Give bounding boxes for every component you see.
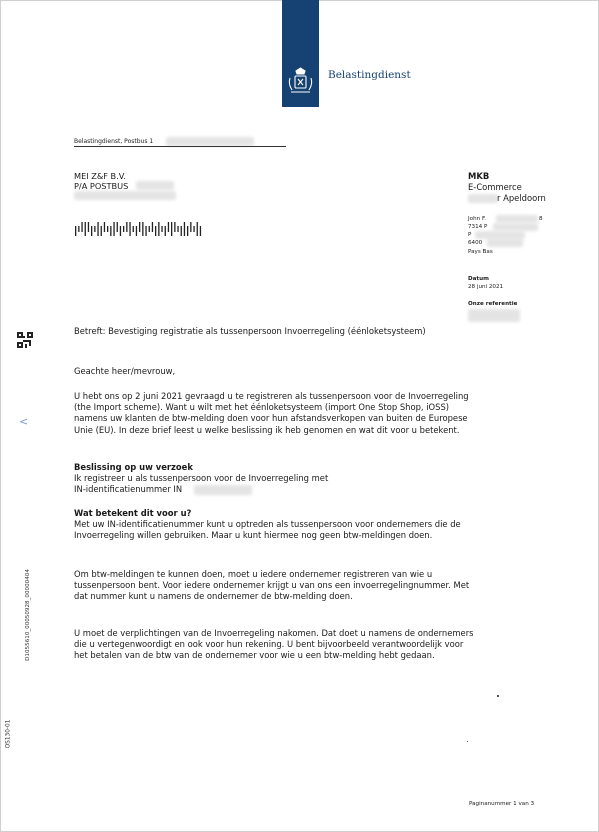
- subdept-label: E-Commerce: [468, 182, 522, 192]
- org-name: Belastingdienst: [328, 69, 411, 81]
- divider: [74, 146, 286, 147]
- barcode-bar: [181, 226, 182, 236]
- date-value: 28 juni 2021: [468, 284, 504, 290]
- barcode-bar: [75, 226, 76, 236]
- logo-block: [282, 0, 319, 107]
- barcode-bar: [171, 222, 172, 236]
- barcode-bar: [187, 226, 188, 236]
- reference-label: Onze referentie: [468, 301, 518, 307]
- city-label: r Apeldoorn: [497, 193, 546, 203]
- recipient-line2: P/A POSTBUS: [74, 181, 129, 191]
- barcode-bar: [149, 226, 150, 232]
- redaction: [166, 137, 254, 146]
- contact-number: 8: [539, 216, 543, 222]
- barcode-bar: [101, 226, 102, 236]
- barcode-bar: [123, 226, 124, 232]
- sender-line: Belastingdienst, Postbus 1: [74, 138, 154, 145]
- barcode-bar: [142, 222, 143, 236]
- barcode-bar: [155, 226, 156, 236]
- barcode-bar: [94, 226, 95, 232]
- barcode-bar: [126, 222, 127, 232]
- barcode-bar: [168, 222, 169, 232]
- contact-name: John F.: [468, 216, 487, 222]
- meaning-paragraph-2: Om btw-meldingen te kunnen doen, moet u iedere ondernemer registreren van wie u tussenpersoon bent. Voor iedere ondernemer krijgt u van ons een invoerregelingnummer. Met dat nummer kunt u namens de ondernemer de btw-melding doen.: [74, 569, 470, 602]
- subject-line: Betreft: Bevestiging registratie als tussenpersoon Invoerregeling (éénloketsysteem): [74, 326, 426, 336]
- postcode: 7314 P: [468, 224, 488, 230]
- barcode-bar: [85, 222, 86, 236]
- barcode-bar: [113, 222, 114, 236]
- barcode-bar: [190, 222, 191, 232]
- redaction: [468, 194, 498, 203]
- barcode-bar: [200, 226, 201, 236]
- meaning-heading: Wat betekent dit voor u?: [74, 508, 192, 518]
- speck: [497, 695, 499, 697]
- meaning-paragraph-3: U moet de verplichtingen van de Invoerregeling nakomen. Dat doet u namens de ondernemers die u vertegenwoordigt en ook voor hun rekening. U bent bijvoorbeeld verantwoordelijk voor het betalen van de btw van de ondernemer voor wie u een btw-melding hebt gedaan.: [74, 628, 474, 661]
- redaction: [496, 215, 538, 223]
- speck: [467, 741, 468, 742]
- barcode-bar: [104, 222, 105, 232]
- barcode-bar: [129, 222, 130, 236]
- recipient-name: MEI Z&F B.V.: [74, 171, 126, 181]
- barcode-bar: [78, 226, 79, 232]
- dept-label: MKB: [468, 171, 490, 181]
- barcode-bar: [120, 226, 121, 236]
- barcode-bar: [91, 226, 92, 236]
- barcode-bar: [184, 222, 185, 236]
- barcode-bar: [193, 226, 194, 232]
- barcode-bar: [197, 222, 198, 236]
- address-6400: 6400: [468, 240, 483, 246]
- barcode-bar: [97, 222, 98, 236]
- redaction: [194, 485, 252, 495]
- page-number: Paginanummer 1 van 3: [469, 801, 535, 807]
- redaction: [493, 223, 538, 231]
- crest-icon: [286, 66, 315, 96]
- meaning-paragraph-1: Met uw IN-identificatienummer kunt u optreden als tussenpersoon voor ondernemers die de Invoerregeling willen gebruiken. Maar u kunt hiermee nog geen btw-meldingen doen.: [74, 519, 461, 541]
- barcode-bar: [165, 226, 166, 236]
- address-p: P: [468, 232, 472, 238]
- side-code: D1055610_00050928_00000404: [24, 569, 31, 661]
- barcode-bar: [152, 222, 153, 232]
- salutation: Geachte heer/mevrouw,: [74, 366, 176, 376]
- barcode-bar: [145, 226, 146, 236]
- redaction: [487, 238, 523, 247]
- barcode-bar: [136, 226, 137, 236]
- barcode-bar: [174, 222, 175, 232]
- barcode-bar: [158, 222, 159, 236]
- fold-mark-icon: <: [19, 415, 29, 428]
- decision-text: Ik registreer u als tussenpersoon voor de Invoerregeling met: [74, 473, 329, 483]
- barcode-bar: [133, 226, 134, 232]
- redaction: [136, 181, 174, 190]
- barcode-bar: [117, 222, 118, 232]
- postal-barcode: [74, 222, 202, 236]
- intro-paragraph: U hebt ons op 2 juni 2021 gevraagd u te registreren als tussenpersoon voor de Invoerregeling (the Import scheme). Want u wilt met het éénloketsysteem (import One Stop Shop, iOSS) namens uw klanten de btw-melding doen voor hun afstandsverkopen van buiten de Europese Unie (EU). In deze brief leest u welke beslissing ik heb genomen en wat dit voor u betekent.: [74, 391, 469, 435]
- barcode-bar: [110, 226, 111, 236]
- barcode-bar: [177, 226, 178, 232]
- barcode-bar: [81, 222, 82, 232]
- redaction: [468, 309, 520, 322]
- country: Pays Bas: [468, 249, 493, 255]
- barcode-bar: [107, 226, 108, 232]
- form-code: OS130-01: [5, 719, 12, 749]
- barcode-bar: [161, 226, 162, 232]
- barcode-bar: [139, 222, 140, 232]
- redaction: [74, 191, 176, 200]
- decision-number: IN-identificatienummer IN: [74, 484, 183, 494]
- date-label: Datum: [468, 276, 489, 282]
- decision-heading: Beslissing op uw verzoek: [74, 462, 193, 472]
- qr-code: [17, 332, 33, 348]
- barcode-bar: [88, 222, 89, 232]
